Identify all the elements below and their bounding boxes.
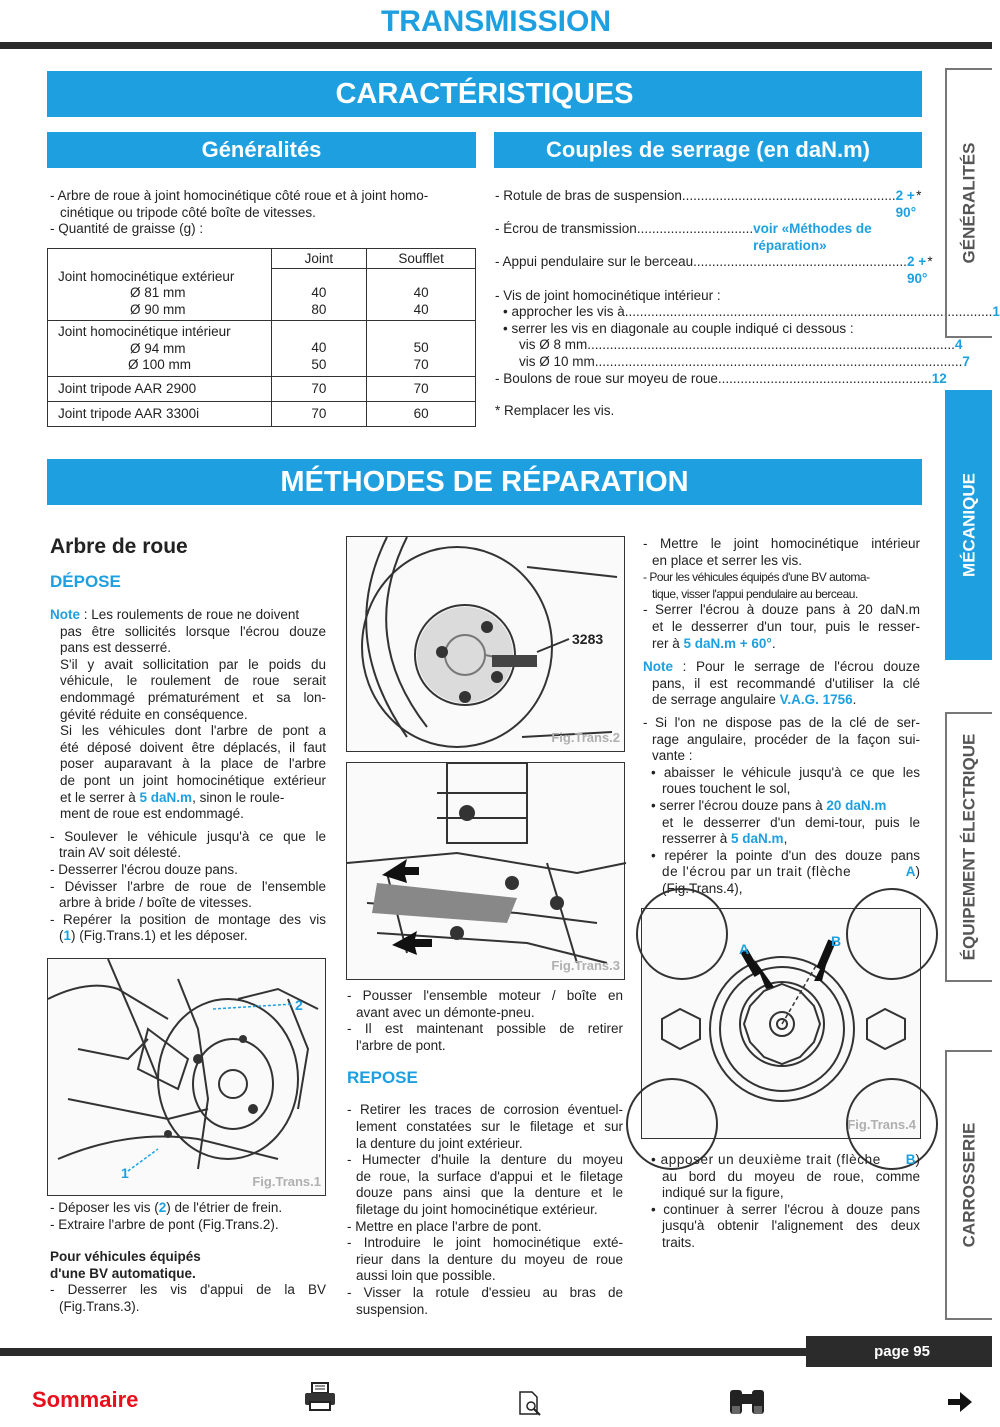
text-line: - Desserrer les vis d'appui de la BV	[50, 1282, 326, 1298]
figure-trans-1	[47, 958, 326, 1196]
table-row	[48, 377, 476, 402]
text-line: au bord du moyeu de roue, comme	[662, 1168, 920, 1184]
text-line: pans est desserré.	[60, 640, 172, 656]
torque-row	[495, 254, 933, 287]
text-line: suspension.	[356, 1301, 429, 1317]
text-line: traits.	[662, 1234, 696, 1250]
cell-value: 70	[271, 402, 367, 427]
text-line: - Arbre de roue à joint homocinétique côté roue et à joint homo-	[50, 188, 429, 203]
table-row	[48, 402, 476, 427]
text-line: vante :	[652, 748, 693, 764]
text-line: avant avec un démonte-pneu.	[356, 1004, 535, 1020]
torque-row	[495, 188, 921, 221]
text-line: - Extraire l'arbre de pont (Fig.Trans.2).	[50, 1216, 279, 1232]
note-label: Note	[50, 607, 80, 622]
text-line: arbre à bride / boîte de vitesses.	[59, 895, 252, 911]
section-title-methodes: MÉTHODES DE RÉPARATION	[47, 459, 922, 505]
torque-row	[495, 370, 947, 388]
text-line: • abaisser le véhicule jusqu'à ce que les	[651, 764, 920, 780]
text-line: - Il est maintenant possible de retirer	[347, 1021, 623, 1037]
tab-label: CARROSSERIE	[959, 1122, 979, 1248]
repose-steps	[347, 1102, 623, 1318]
text-line: - Mettre en place l'arbre de pont.	[347, 1218, 542, 1234]
text-line: ment de roue est endommagé.	[60, 806, 244, 822]
page-title: TRANSMISSION	[380, 5, 611, 38]
text-line: roues touchent le sol,	[662, 781, 791, 797]
row-sublabel: Ø 90 mm	[130, 301, 186, 317]
tab-generalites[interactable]	[945, 68, 992, 338]
text-line: • serrer les vis en diagonale au couple indiqué ci dessous :	[503, 320, 854, 336]
cell-value: 70	[367, 377, 476, 402]
page-number: page 95	[806, 1336, 992, 1367]
cell-value: 80	[311, 301, 327, 317]
text-line: lement constatées sur le filetage et sur	[356, 1118, 623, 1134]
tab-label: ÉQUIPEMENT ÉLECTRIQUE	[959, 733, 979, 961]
text-line: en place et serrer les vis.	[652, 552, 803, 568]
text-line: douze pans ainsi que la denture et le	[356, 1185, 623, 1201]
cell-value: 60	[367, 402, 476, 427]
tool-ref: V.A.G. 1756	[779, 692, 853, 708]
section-title-caracteristiques: CARACTÉRISTIQUES	[47, 71, 922, 117]
text-line: (Fig.Trans.3).	[59, 1298, 140, 1314]
generalites-text	[50, 188, 475, 238]
torque-label: vis Ø 8 mm..................................................................................................	[519, 337, 955, 353]
document-search-icon[interactable]	[518, 1390, 544, 1418]
torque-value: 12	[931, 370, 947, 386]
text-line: filetage du joint homocinétique extérieur.	[356, 1201, 598, 1217]
tab-carrosserie[interactable]	[945, 1050, 992, 1320]
text-line: - Desserrer l'écrou douze pans.	[50, 861, 238, 877]
value-highlight: 20 daN.m	[826, 797, 887, 813]
col-header-joint: Joint	[271, 249, 367, 269]
table-row	[48, 269, 476, 321]
next-arrow-icon[interactable]	[946, 1390, 974, 1414]
torque-value: 7	[962, 353, 970, 369]
torque-value: 2 + 90°	[895, 188, 917, 220]
text-line: - Humecter d'huile la denture du moyeu	[347, 1152, 623, 1168]
fig2-label: Fig.Trans.2	[551, 730, 620, 746]
row-sublabel: Ø 100 mm	[128, 357, 192, 373]
sommaire-link[interactable]: Sommaire	[32, 1387, 139, 1412]
fig4-arrow-a: A	[739, 941, 750, 957]
text-line: - Retirer les traces de corrosion éventuel-	[347, 1102, 623, 1118]
text-line: : Les roulements de roue ne doivent	[80, 607, 300, 622]
col-header-soufflet: Soufflet	[367, 249, 476, 269]
text-line: • repérer la pointe d'un des douze pans	[651, 847, 920, 863]
column-1	[50, 534, 326, 945]
text-line: - Soulever le véhicule jusqu'à ce que le	[50, 828, 326, 844]
steps-block: - Si l'on ne dispose pas de la clé de ser- rage angulaire, procéder de la façon sui- vante : • abaisser le véhicule jusqu'à ce que les roues touchent le sol, • serrer l'écrou douze pans à 20 daN.m et le desserrer d'un demi-tour, puis le resserrer à 5 daN.m, • repérer la pointe d'un des douze pans de l'écrou par un trait (flèche A ) (Fig.Trans.4),	[643, 714, 920, 896]
printer-icon[interactable]	[303, 1382, 337, 1412]
column-3: - Mettre le joint homocinétique intérieur en place et serrer les vis. - Pour les véhicules équipés d'une BV automa- tique, visser l'appui pendulaire au berceau. - Serrer l'écrou à douze pans à 20 daN.m et le desserrer d'un tour, puis le resser- rer à 5 daN.m + 60°. Note : Pour le serrage de l'écrou douze pans, il est recommandé d'utiliser la clé de serrage angulaire V.A.G. 1756. - Si l'on ne dispose pas de la clé de ser- rage angulaire, procéder de la façon sui- vante : • abaisser le véhicule jusqu'à ce que les roues touchent le sol, • serrer l'écrou douze pans à 20 daN.m et le desserrer d'un demi-tour, puis le resserrer à 5 daN.m, • repérer la pointe d'un des douze pans de l'écrou par un trait (flèche A ) (Fig.Trans.4),	[643, 536, 920, 896]
note-block: Note : Pour le serrage de l'écrou douze pans, il est recommandé d'utiliser la clé de serrage angulaire V.A.G. 1756.	[643, 659, 920, 708]
text-line: rage angulaire, procéder de la façon sui-	[652, 731, 920, 747]
note-label: Note	[643, 659, 673, 675]
text-line: - Repérer la position de montage des vis	[50, 911, 326, 927]
gearbox-illustration	[347, 763, 626, 981]
torque-value: 1	[992, 304, 1000, 320]
tab-label: MÉCANIQUE	[959, 473, 979, 577]
text-line: été déposé doivent être déplacés, il faut	[60, 739, 326, 755]
torque-star: *	[916, 188, 922, 203]
row-sublabel: Ø 94 mm	[130, 340, 186, 356]
text-line: tique, visser l'appui pendulaire au berceau.	[652, 586, 858, 601]
text-line: la denture du joint extérieur.	[356, 1135, 523, 1151]
arrow-ref: B	[905, 1152, 916, 1167]
value-highlight: 5 daN.m + 60°	[683, 635, 772, 651]
text-line: l'arbre de pont.	[356, 1037, 446, 1053]
row-label: Joint tripode AAR 3300i	[48, 402, 272, 427]
row-label: Joint homocinétique intérieur	[58, 324, 231, 339]
text-line: - Pour les véhicules équipés d'une BV automa-	[643, 570, 870, 585]
figure-trans-2	[346, 536, 625, 752]
steps-block: - Soulever le véhicule jusqu'à ce que le train AV soit délesté. - Desserrer l'écrou douze pans. - Dévisser l'arbre de roue de l'ensemble arbre à bride / boîte de vitesses. - Repérer la position de montage des vis (1) (Fig.Trans.1) et les déposer.	[50, 828, 326, 944]
text-line: et le serrer à	[60, 789, 140, 805]
tab-label: GÉNÉRALITÉS	[959, 142, 979, 264]
value-highlight: 5 daN.m	[731, 831, 784, 847]
drivetrain-illustration	[48, 959, 327, 1197]
heading-arbre-de-roue: Arbre de roue	[50, 535, 188, 558]
heading-depose: DÉPOSE	[50, 572, 121, 591]
torque-row	[495, 304, 1000, 321]
torque-label: vis Ø 10 mm..................................................................................................	[519, 353, 963, 369]
grease-table	[47, 248, 476, 427]
figure-trans-4	[641, 908, 921, 1139]
text-line: rieur dans la denture du moyeu de roue	[356, 1251, 623, 1267]
fig2-tool-label: 3283	[572, 631, 604, 647]
note-block	[50, 607, 326, 823]
text-line: cinétique ou tripode côté boîte de vitesses.	[60, 204, 316, 220]
fig3-label: Fig.Trans.3	[551, 958, 620, 974]
subheading-bv: Pour véhicules équipés	[50, 1249, 201, 1265]
header-rule	[0, 42, 992, 49]
text-line: aussi loin que possible.	[356, 1268, 496, 1284]
torque-value: voir «Méthodes de réparation»	[753, 221, 872, 253]
text-line: jusqu'à obtenir l'alignement des deux	[662, 1218, 920, 1234]
text-line: indiqué sur la figure,	[662, 1185, 784, 1201]
text-line: - Introduire le joint homocinétique exté-	[347, 1235, 623, 1251]
text-line: véhicule, le roulement de roue serait	[60, 673, 326, 689]
footnote: * Remplacer les vis.	[495, 403, 615, 419]
text-line: - Si l'on ne dispose pas de la clé de ser-	[643, 714, 920, 730]
cell-value: 70	[413, 356, 429, 372]
heading-repose: REPOSE	[347, 1068, 418, 1088]
text-line: train AV soit délesté.	[59, 845, 182, 861]
torque-label: - Appui pendulaire sur le berceau.........................................................	[495, 254, 907, 270]
row-label: Joint tripode AAR 2900	[48, 377, 272, 402]
cell-value: 50	[311, 356, 327, 372]
torque-label: • approcher les vis à..................................................................................................	[503, 304, 993, 320]
table-row	[48, 321, 476, 377]
text-line: - Pousser l'ensemble moteur / boîte en	[347, 988, 623, 1003]
column-1-lower: - Déposer les vis (2) de l'étrier de frein. - Extraire l'arbre de pont (Fig.Trans.2). Pour véhicules équipés d'une BV automatique. - Desserrer les vis d'appui de la BV (Fig.Trans.3).	[50, 1200, 326, 1314]
fig4-arrow-b: B	[831, 933, 842, 949]
torque-label: - Écrou de transmission...............................	[495, 221, 754, 237]
text-line: (Fig.Trans.4),	[662, 880, 743, 896]
tab-mecanique[interactable]	[945, 390, 992, 660]
cell-value: 70	[271, 377, 367, 402]
text-line: - Serrer l'écrou à douze pans à 20 daN.m	[643, 602, 920, 618]
fig1-callout-2: 2	[295, 997, 303, 1013]
text-line: - Mettre le joint homocinétique intérieur	[643, 536, 920, 551]
row-sublabel: Ø 81 mm	[130, 285, 186, 301]
text-line: S'il y avait sollicitation par le poids du	[60, 656, 326, 672]
text-line: pans, il est recommandé d'utiliser la clé	[652, 675, 920, 691]
row-label: Joint homocinétique extérieur	[58, 268, 235, 284]
fig1-label: Fig.Trans.1	[252, 1174, 321, 1190]
figure-trans-3	[346, 762, 625, 980]
callout-ref: 2	[158, 1200, 167, 1215]
subheading-bv: d'une BV automatique.	[50, 1265, 196, 1281]
value-highlight: 5 daN.m	[139, 789, 193, 805]
text-line: - Dévisser l'arbre de roue de l'ensemble	[50, 878, 326, 894]
text-line: - Vis de joint homocinétique intérieur :	[495, 287, 721, 303]
subsection-title-generalites: Généralités	[47, 132, 476, 168]
cell-value: 40	[413, 301, 429, 317]
torque-label: - Rotule de bras de suspension.........................................................	[495, 188, 896, 203]
text-line: - Visser la rotule d'essieu au bras de	[347, 1284, 623, 1300]
text-line: , sinon le roule-	[192, 789, 285, 805]
text-line: Si les véhicules dont l'arbre de pont a	[60, 723, 326, 739]
torque-label: - Boulons de roue sur moyeu de roue.........................................................	[495, 370, 932, 386]
torque-value: 2 + 90°	[906, 254, 928, 286]
torque-row	[495, 353, 970, 371]
arrow-ref: A	[905, 864, 916, 880]
tab-equipement-electrique[interactable]	[945, 712, 992, 982]
cell-value: 40	[413, 285, 429, 300]
torque-value: 4	[954, 337, 963, 353]
column-2-text	[347, 988, 623, 1318]
text-line: de pont un joint homocinétique extérieur	[60, 772, 326, 788]
callout-ref: 1	[63, 928, 72, 944]
text-line: gévité réduite en conséquence.	[60, 706, 248, 722]
fig4-label: Fig.Trans.4	[847, 1117, 916, 1133]
column-3-lower: • apposer un deuxième trait (flèche B ) au bord du moyeu de roue, comme indiqué sur la figure, • continuer à serrer l'écrou à douze pans jusqu'à obtenir l'alignement des deux traits.	[643, 1152, 920, 1252]
subsection-title-couples: Couples de serrage (en daN.m)	[494, 132, 922, 168]
cell-value: 50	[413, 340, 429, 355]
binoculars-icon[interactable]	[727, 1388, 767, 1418]
hub-nut-illustration	[642, 909, 922, 1140]
text-line: de roue, la surface d'appui et le filetage	[356, 1168, 623, 1184]
text-line: poser auparavant à la place de l'arbre	[60, 756, 326, 772]
cell-value: 40	[311, 340, 327, 355]
fig1-callout-1: 1	[121, 1165, 129, 1181]
text-line: • continuer à serrer l'écrou à douze pans	[651, 1201, 920, 1217]
cell-value: 40	[311, 285, 327, 300]
torque-row	[495, 337, 963, 354]
torque-row	[495, 221, 921, 254]
text-line: et le desserrer d'un tour, puis le resser-	[652, 618, 920, 634]
text-line: pas être sollicités lorsque l'écrou douze	[60, 623, 326, 639]
text-line: endommagé prématurément et sa lon-	[60, 689, 326, 705]
text-line: - Quantité de graisse (g) :	[50, 221, 204, 237]
text-line: et le desserrer d'un demi-tour, puis le	[662, 814, 920, 830]
torque-star: *	[927, 254, 933, 270]
